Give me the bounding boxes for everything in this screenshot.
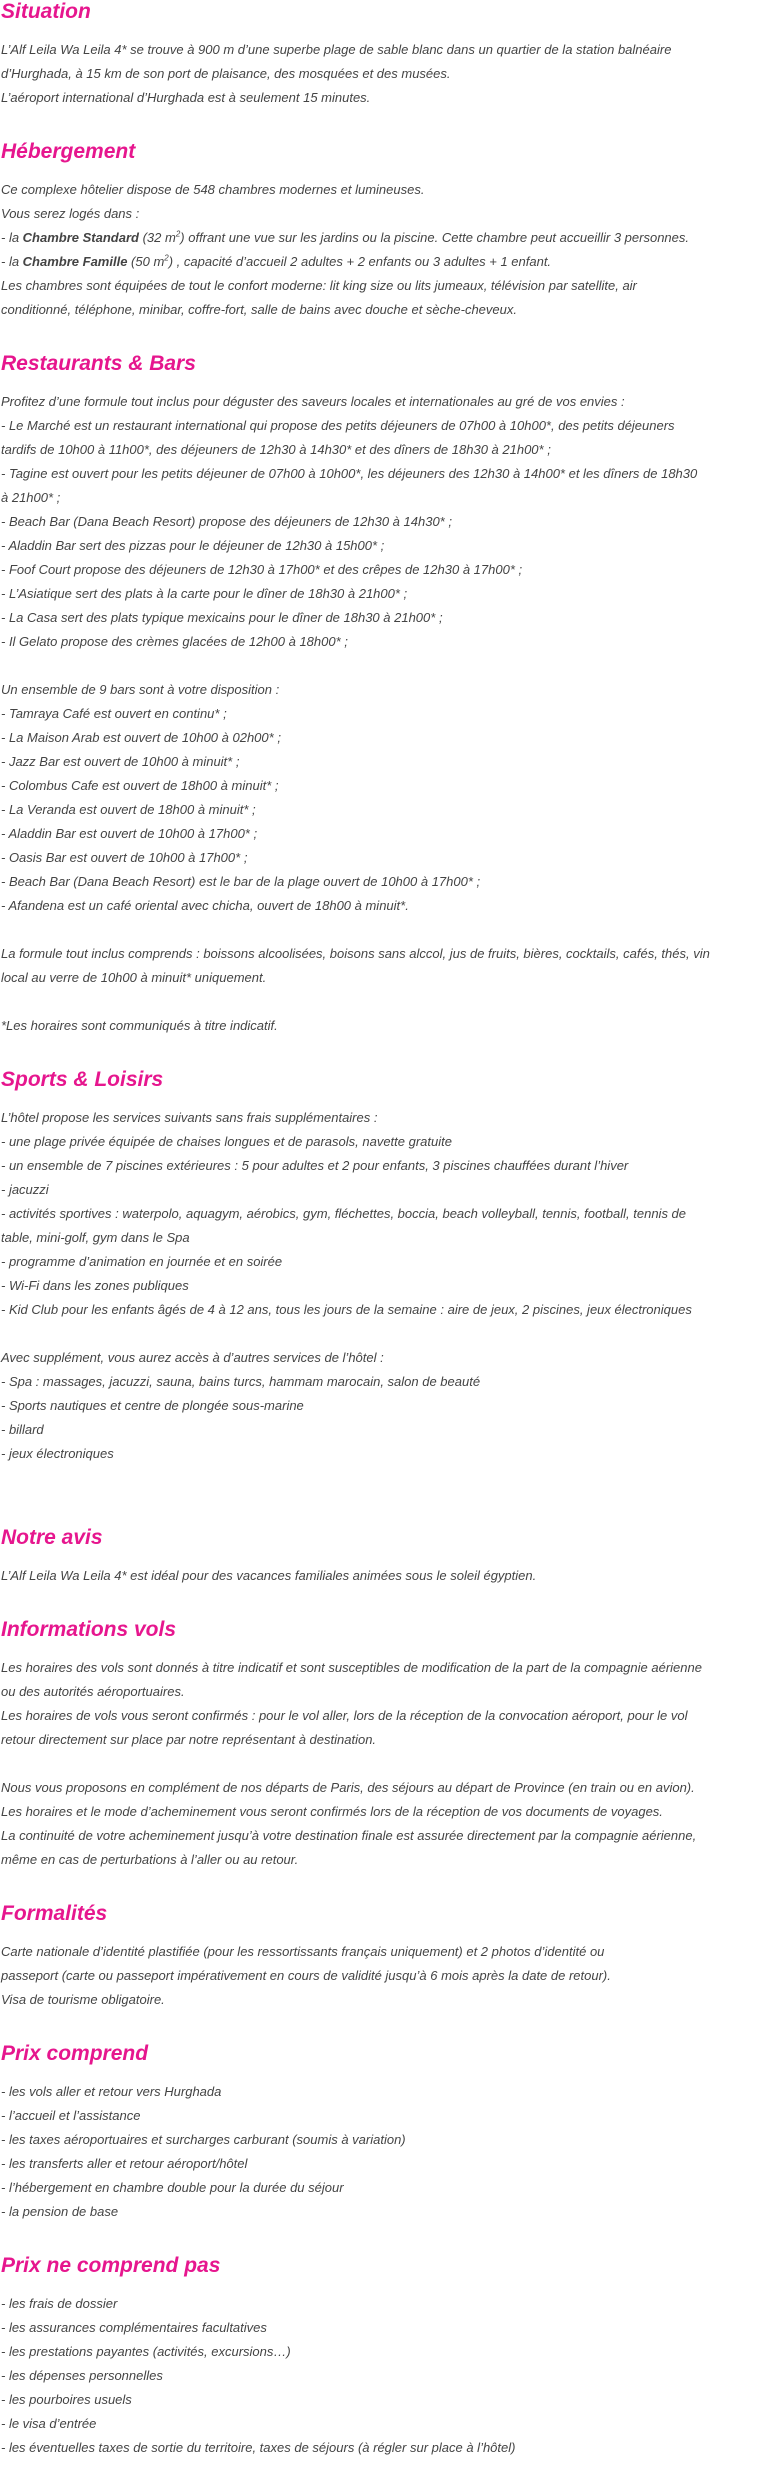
text-line: Vous serez logés dans : (1, 206, 140, 221)
text-line: ou des autorités aéroportuaires. (1, 1684, 185, 1699)
section-avis (1, 1526, 752, 1588)
text-line: même en cas de perturbations à l’aller ou au retour. (1, 1852, 299, 1867)
section-title: Notre avis (1, 1526, 103, 1549)
section-body (1, 2080, 752, 2224)
section-body (1, 1940, 752, 2012)
exponent: 2 (164, 253, 169, 263)
list-item: - Oasis Bar est ouvert de 10h00 à 17h00* ; (1, 850, 248, 865)
list-item: - Beach Bar (Dana Beach Resort) est le bar de la plage ouvert de 10h00 à 17h00* ; (1, 874, 481, 889)
footnote: *Les horaires sont communiqués à titre indicatif. (1, 1018, 278, 1033)
list-item: - les prestations payantes (activités, excursions…) (1, 2344, 291, 2359)
text-line: L’Alf Leila Wa Leila 4* est idéal pour des vacances familiales animées sous le soleil égyptien. (1, 1568, 537, 1583)
section-body (1, 2292, 752, 2460)
section-title: Formalités (1, 1902, 108, 1925)
text-line: Ce complexe hôtelier dispose de 548 chambres modernes et lumineuses. (1, 182, 425, 197)
list-item: - un ensemble de 7 piscines extérieures : 5 pour adultes et 2 pour enfants, 3 piscines chauffées durant l’hiver (1, 1158, 629, 1173)
list-item: - jeux électroniques (1, 1446, 114, 1461)
text-line: L’Alf Leila Wa Leila 4* se trouve à 900 m d’une superbe plage de sable blanc dans un quartier de la station balnéaire (1, 42, 672, 57)
section-body (1, 1106, 752, 1466)
section-body (1, 178, 752, 322)
list-item: - La Veranda est ouvert de 18h00 à minuit* ; (1, 802, 256, 817)
room-name: Chambre Standard (22, 230, 139, 245)
text-line: d’Hurghada, à 15 km de son port de plaisance, des mosquées et des musées. (1, 66, 451, 81)
line-prefix: - la (1, 230, 23, 245)
section-title: Restaurants & Bars (1, 352, 196, 375)
room-famille-line (1, 250, 752, 274)
list-item: - Tagine est ouvert pour les petits déjeuner de 07h00 à 10h00*, les déjeuners des 12h30 à 14h00* et les dîners de 18h30 (1, 466, 698, 481)
text-line: local au verre de 10h00 à minuit* uniquement. (1, 970, 267, 985)
room-size: (50 m (127, 254, 165, 269)
text-line: retour directement sur place par notre représentant à destination. (1, 1732, 377, 1747)
list-item: - le visa d’entrée (1, 2416, 97, 2431)
list-item: - l’hébergement en chambre double pour la durée du séjour (1, 2180, 344, 2195)
list-item: - les vols aller et retour vers Hurghada (1, 2084, 222, 2099)
list-item: - Beach Bar (Dana Beach Resort) propose des déjeuners de 12h30 à 14h30* ; (1, 514, 452, 529)
section-body (1, 390, 752, 1038)
section-formalites (1, 1902, 752, 2012)
section-title: Informations vols (1, 1618, 177, 1641)
room-size: (32 m (138, 230, 176, 245)
list-item: - activités sportives : waterpolo, aquagym, aérobics, gym, fléchettes, boccia, beach volleyball, tennis, football, tennis de (1, 1206, 687, 1221)
exponent: 2 (175, 229, 181, 239)
text-line: Nous vous proposons en complément de nos départs de Paris, des séjours au départ de Province (en train ou en avion). (1, 1780, 695, 1795)
text-line: conditionné, téléphone, minibar, coffre-fort, salle de bains avec douche et sèche-cheveux. (1, 302, 517, 317)
list-item: - la pension de base (1, 2204, 119, 2219)
list-item: à 21h00* ; (1, 490, 61, 505)
text-line: passeport (carte ou passeport impérativement en cours de validité jusqu’à 6 mois après la date de retour). (1, 1968, 611, 1983)
section-vols (1, 1618, 752, 1872)
list-item: - les transferts aller et retour aéroport/hôtel (1, 2156, 248, 2171)
line-prefix: - la (1, 254, 23, 269)
list-item: - Jazz Bar est ouvert de 10h00 à minuit* ; (1, 754, 240, 769)
section-situation (1, 0, 752, 110)
section-title: Sports & Loisirs (1, 1068, 164, 1091)
list-item: - Afandena est un café oriental avec chicha, ouvert de 18h00 à minuit*. (1, 898, 409, 913)
list-item: - l’accueil et l’assistance (1, 2108, 141, 2123)
text-line: Les horaires des vols sont donnés à titre indicatif et sont susceptibles de modification de la part de la compagnie aérienne (1, 1660, 702, 1675)
text-line: Les horaires et le mode d’acheminement vous seront confirmés lors de la réception de vos documents de voyages. (1, 1804, 663, 1819)
section-restaurants (1, 352, 752, 1038)
room-name: Chambre Famille (22, 254, 128, 269)
text-line: L’aéroport international d’Hurghada est à seulement 15 minutes. (1, 90, 371, 105)
list-item: - les dépenses personnelles (1, 2368, 163, 2383)
list-item: - les éventuelles taxes de sortie du territoire, taxes de séjours (à régler sur place à l’hôtel) (1, 2440, 516, 2455)
section-hebergement (1, 140, 752, 322)
list-item: - Il Gelato propose des crèmes glacées de 12h00 à 18h00* ; (1, 634, 348, 649)
text-line: Profitez d’une formule tout inclus pour déguster des saveurs locales et internationales au gré de vos envies : (1, 394, 625, 409)
section-body (1, 1656, 752, 1872)
list-item: - Aladdin Bar est ouvert de 10h00 à 17h00* ; (1, 826, 258, 841)
list-item: - les frais de dossier (1, 2296, 118, 2311)
text-line: Les horaires de vols vous seront confirmés : pour le vol aller, lors de la réception de la convocation aéroport, pour le vol (1, 1708, 688, 1723)
list-item: - Wi-Fi dans les zones publiques (1, 1278, 189, 1293)
list-item: - les pourboires usuels (1, 2392, 132, 2407)
list-item: - les taxes aéroportuaires et surcharges carburant (soumis à variation) (1, 2132, 406, 2147)
list-item: - billard (1, 1422, 44, 1437)
list-item: - La Maison Arab est ouvert de 10h00 à 02h00* ; (1, 730, 281, 745)
section-title: Prix comprend (1, 2042, 149, 2065)
list-item: - Le Marché est un restaurant international qui propose des petits déjeuners de 07h00 à 10h00*, des petits déjeuners (1, 418, 675, 433)
list-item: - Spa : massages, jacuzzi, sauna, bains turcs, hammam marocain, salon de beauté (1, 1374, 481, 1389)
room-standard-line (1, 226, 752, 250)
text-line: L’hôtel propose les services suivants sans frais supplémentaires : (1, 1110, 378, 1125)
text-line: Visa de tourisme obligatoire. (1, 1992, 165, 2007)
text-line: Carte nationale d’identité plastifiée (pour les ressortissants français uniquement) et 2 photos d’identité ou (1, 1944, 605, 1959)
section-body (1, 38, 752, 110)
section-title: Hébergement (1, 140, 136, 163)
text-line: La formule tout inclus comprends : boissons alcoolisées, boisons sans alccol, jus de fruits, bières, cocktails, cafés, thés, vin (1, 946, 710, 961)
list-item: - La Casa sert des plats typique mexicains pour le dîner de 18h30 à 21h00* ; (1, 610, 443, 625)
list-item: - Aladdin Bar sert des pizzas pour le déjeuner de 12h30 à 15h00* ; (1, 538, 385, 553)
text-line: Avec supplément, vous aurez accès à d’autres services de l’hôtel : (1, 1350, 384, 1365)
list-item: - une plage privée équipée de chaises longues et de parasols, navette gratuite (1, 1134, 452, 1149)
list-item: - Foof Court propose des déjeuners de 12h30 à 17h00* et des crêpes de 12h30 à 17h00* ; (1, 562, 523, 577)
list-item: - les assurances complémentaires facultatives (1, 2320, 267, 2335)
room-description: ) offrant une vue sur les jardins ou la piscine. Cette chambre peut accueillir 3 personnes. (180, 230, 689, 245)
section-title: Prix ne comprend pas (1, 2254, 221, 2277)
text-line: Les chambres sont équipées de tout le confort moderne: lit king size ou lits jumeaux, télévision par satellite, air (1, 278, 637, 293)
section-title: Situation (1, 0, 91, 23)
list-item: - Kid Club pour les enfants âgés de 4 à 12 ans, tous les jours de la semaine : aire de jeux, 2 piscines, jeux électroniques (1, 1302, 692, 1317)
section-body (1, 1564, 752, 1588)
list-item: - Colombus Cafe est ouvert de 18h00 à minuit* ; (1, 778, 279, 793)
list-item: - L’Asiatique sert des plats à la carte pour le dîner de 18h30 à 21h00* ; (1, 586, 408, 601)
text-line: Un ensemble de 9 bars sont à votre disposition : (1, 682, 280, 697)
section-prix-comprend (1, 2042, 752, 2224)
list-item: - programme d’animation en journée et en soirée (1, 1254, 283, 1269)
list-item: tardifs de 10h00 à 11h00*, des déjeuners de 12h30 à 14h30* et des dîners de 18h30 à 21h00* ; (1, 442, 551, 457)
list-item: table, mini-golf, gym dans le Spa (1, 1230, 190, 1245)
list-item: - Tamraya Café est ouvert en continu* ; (1, 706, 227, 721)
section-sports (1, 1068, 752, 1466)
room-description: ) , capacité d’accueil 2 adultes + 2 enfants ou 3 adultes + 1 enfant. (168, 254, 552, 269)
section-prix-ne-comprend-pas (1, 2254, 752, 2460)
text-line: La continuité de votre acheminement jusqu’à votre destination finale est assurée directement par la compagnie aérienne, (1, 1828, 697, 1843)
list-item: - Sports nautiques et centre de plongée sous-marine (1, 1398, 304, 1413)
list-item: - jacuzzi (1, 1182, 49, 1197)
